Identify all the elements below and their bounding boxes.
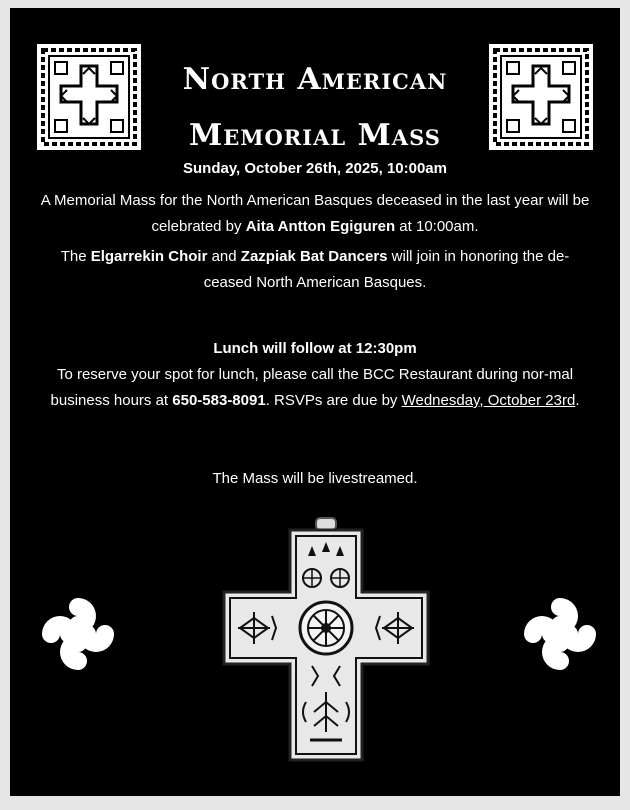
- flyer: [10, 8, 620, 796]
- lauburu-icon: [42, 598, 114, 670]
- participants-and: and: [207, 248, 241, 265]
- title-line-1: North American: [182, 62, 448, 97]
- livestream-note: The Mass will be livestreamed.: [212, 470, 418, 487]
- participants-description: [40, 244, 590, 296]
- choir-name: Elgarrekin Choir: [90, 248, 208, 265]
- participants-intro: The: [60, 248, 91, 265]
- lunch-heading: Lunch will follow at 12:30pm: [213, 340, 417, 357]
- mass-time-text: at 10:00am.: [395, 218, 479, 235]
- ornate-basque-cross-icon: [220, 516, 432, 768]
- lauburu-icon: [524, 598, 596, 670]
- reservation-text: To reserve your spot for lunch, please call the BCC Restaurant during nor-mal business hours at: [50, 366, 574, 409]
- page-title: [140, 52, 490, 164]
- celebrant-name: Aita Antton Egiguren: [245, 218, 396, 235]
- title-line-2: Memorial Mass: [189, 118, 441, 153]
- mass-description-text: A Memorial Mass for the North American Basques deceased in the last year will be celebrated by: [40, 192, 590, 235]
- phone-number: 650-583-8091: [172, 392, 266, 409]
- basque-cross-stamp-icon: [37, 44, 141, 150]
- basque-cross-stamp-icon: [489, 44, 593, 150]
- participants-outro: will join in honoring the de-ceased North American Basques.: [203, 248, 570, 291]
- rsvp-period: .: [575, 392, 580, 409]
- event-date: Sunday, October 26th, 2025, 10:00am: [182, 160, 447, 177]
- dancers-name: Zazpiak Bat Dancers: [240, 248, 388, 265]
- mass-description: [40, 188, 590, 240]
- rsvp-text: . RSVPs are due by: [265, 392, 402, 409]
- rsvp-deadline: Wednesday, October 23rd: [401, 392, 576, 409]
- lunch-reservation: [40, 362, 590, 414]
